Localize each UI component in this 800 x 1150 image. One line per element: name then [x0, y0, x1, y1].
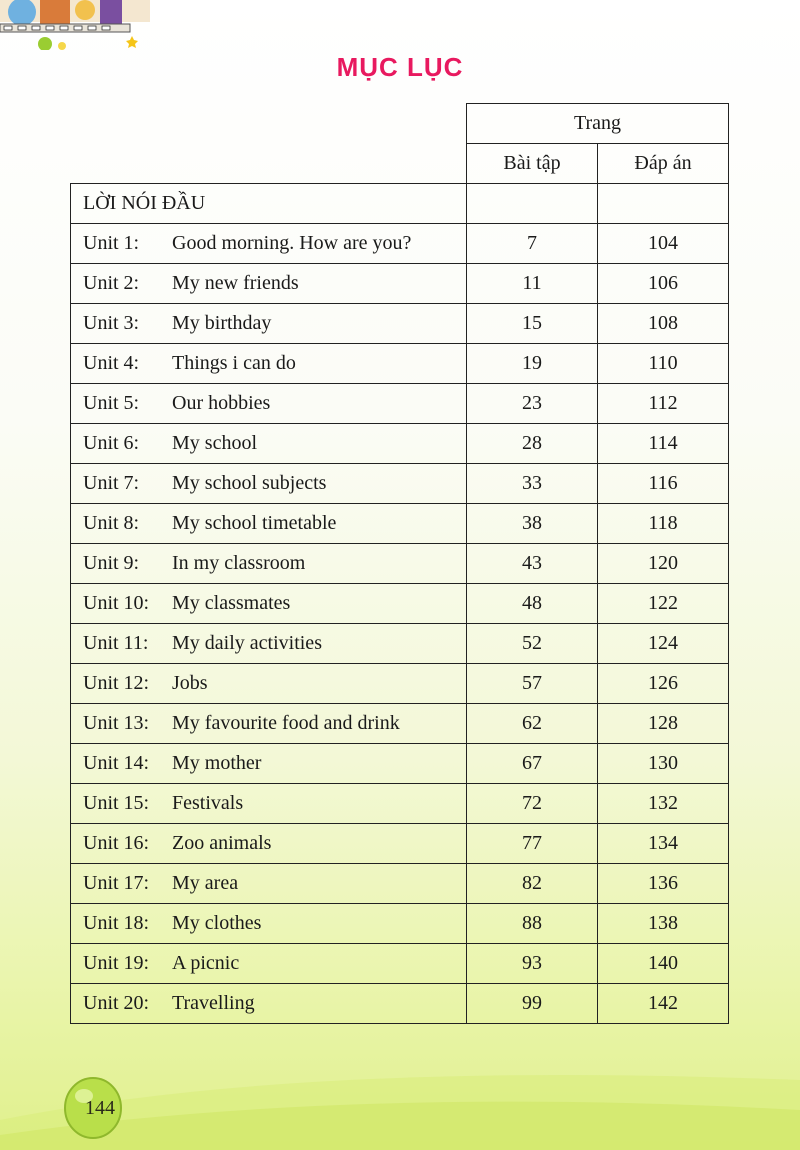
unit-number: Unit 9: [83, 552, 140, 574]
table-row [71, 424, 729, 464]
unit-cell [71, 744, 467, 784]
unit-number: Unit 18: [83, 912, 150, 934]
table-row [71, 264, 729, 304]
answer-page: 108 [598, 304, 729, 344]
unit-cell [71, 384, 467, 424]
unit-cell [71, 824, 467, 864]
answer-page: 106 [598, 264, 729, 304]
answer-page: 104 [598, 224, 729, 264]
preface-row [71, 184, 729, 224]
table-row [71, 464, 729, 504]
table-row [71, 784, 729, 824]
answer-page: 140 [598, 944, 729, 984]
answer-page: 136 [598, 864, 729, 904]
unit-number: Unit 20: [83, 992, 150, 1014]
unit-title: A picnic [172, 952, 240, 974]
answer-page: 134 [598, 824, 729, 864]
exercise-page: 52 [467, 624, 598, 664]
unit-number: Unit 19: [83, 952, 150, 974]
table-row [71, 984, 729, 1024]
exercise-page: 77 [467, 824, 598, 864]
exercise-page: 19 [467, 344, 598, 384]
exercise-page: 72 [467, 784, 598, 824]
exercise-page: 62 [467, 704, 598, 744]
unit-title: Good morning. How are you? [172, 232, 412, 254]
exercise-page: 7 [467, 224, 598, 264]
answer-page: 118 [598, 504, 729, 544]
unit-title: My mother [172, 752, 262, 774]
unit-number: Unit 16: [83, 832, 150, 854]
unit-cell [71, 264, 467, 304]
unit-cell [71, 304, 467, 344]
unit-cell [71, 584, 467, 624]
exercise-page: 11 [467, 264, 598, 304]
table-row [71, 904, 729, 944]
bottom-decoration [0, 1040, 800, 1150]
table-row [71, 544, 729, 584]
page-title: MỤC LỤC [336, 52, 464, 82]
unit-number: Unit 7: [83, 472, 140, 494]
unit-cell [71, 344, 467, 384]
unit-cell [71, 784, 467, 824]
unit-title: My new friends [172, 272, 299, 294]
answer-page: 132 [598, 784, 729, 824]
unit-title: My school timetable [172, 512, 337, 534]
unit-title: My favourite food and drink [172, 712, 400, 734]
table-row [71, 504, 729, 544]
answer-page: 128 [598, 704, 729, 744]
unit-title: My birthday [172, 312, 272, 334]
preface-answers [598, 184, 729, 224]
unit-title: In my classroom [172, 552, 306, 574]
preface-exercises [467, 184, 598, 224]
unit-number: Unit 14: [83, 752, 150, 774]
unit-number: Unit 6: [83, 432, 140, 454]
unit-number: Unit 5: [83, 392, 140, 414]
table-row [71, 944, 729, 984]
table-row [71, 704, 729, 744]
unit-number: Unit 3: [83, 312, 140, 334]
unit-title: My area [172, 872, 239, 894]
header-row-group [71, 104, 729, 144]
unit-title: Things i can do [172, 352, 296, 374]
unit-title: Zoo animals [172, 832, 272, 854]
unit-title: Jobs [172, 672, 208, 694]
table-row [71, 744, 729, 784]
unit-cell [71, 664, 467, 704]
answer-page: 130 [598, 744, 729, 784]
header-spacer [71, 144, 467, 184]
unit-title: Festivals [172, 792, 244, 814]
table-row [71, 624, 729, 664]
answer-page: 116 [598, 464, 729, 504]
page-number: 144 [85, 1097, 115, 1119]
table-of-contents [70, 103, 729, 1024]
answer-page: 124 [598, 624, 729, 664]
unit-number: Unit 13: [83, 712, 150, 734]
exercise-page: 67 [467, 744, 598, 784]
answer-page: 112 [598, 384, 729, 424]
unit-number: Unit 4: [83, 352, 140, 374]
exercise-page: 48 [467, 584, 598, 624]
exercise-page: 33 [467, 464, 598, 504]
unit-cell [71, 504, 467, 544]
unit-cell [71, 944, 467, 984]
unit-number: Unit 12: [83, 672, 150, 694]
exercise-page: 28 [467, 424, 598, 464]
unit-title: My daily activities [172, 632, 322, 654]
table-row [71, 224, 729, 264]
header-exercises: Bài tập [467, 144, 598, 184]
unit-number: Unit 11: [83, 632, 149, 654]
exercise-page: 38 [467, 504, 598, 544]
unit-title: My school subjects [172, 472, 327, 494]
corner-illustration [0, 0, 150, 50]
table-row [71, 384, 729, 424]
unit-number: Unit 17: [83, 872, 150, 894]
table-row [71, 304, 729, 344]
unit-cell [71, 544, 467, 584]
unit-cell [71, 864, 467, 904]
exercise-page: 23 [467, 384, 598, 424]
unit-number: Unit 2: [83, 272, 140, 294]
unit-cell [71, 624, 467, 664]
preface-label: LỜI NÓI ĐẦU [71, 184, 467, 224]
table-row [71, 584, 729, 624]
unit-title: My classmates [172, 592, 291, 614]
header-pages: Trang [467, 104, 729, 144]
exercise-page: 82 [467, 864, 598, 904]
exercise-page: 93 [467, 944, 598, 984]
unit-title: Our hobbies [172, 392, 271, 414]
table-row [71, 824, 729, 864]
header-answers: Đáp án [598, 144, 729, 184]
header-spacer [71, 104, 467, 144]
unit-cell [71, 704, 467, 744]
exercise-page: 15 [467, 304, 598, 344]
table-row [71, 664, 729, 704]
answer-page: 126 [598, 664, 729, 704]
answer-page: 110 [598, 344, 729, 384]
unit-number: Unit 10: [83, 592, 150, 614]
unit-cell [71, 984, 467, 1024]
unit-cell [71, 424, 467, 464]
unit-cell [71, 464, 467, 504]
unit-title: Travelling [172, 992, 255, 1014]
unit-title: My clothes [172, 912, 262, 934]
unit-title: My school [172, 432, 257, 454]
table-row [71, 344, 729, 384]
unit-number: Unit 15: [83, 792, 150, 814]
answer-page: 138 [598, 904, 729, 944]
header-row-columns [71, 144, 729, 184]
unit-cell [71, 224, 467, 264]
exercise-page: 88 [467, 904, 598, 944]
answer-page: 142 [598, 984, 729, 1024]
exercise-page: 43 [467, 544, 598, 584]
unit-number: Unit 1: [83, 232, 140, 254]
unit-cell [71, 904, 467, 944]
exercise-page: 99 [467, 984, 598, 1024]
answer-page: 120 [598, 544, 729, 584]
answer-page: 122 [598, 584, 729, 624]
unit-rows [71, 224, 729, 1024]
answer-page: 114 [598, 424, 729, 464]
table-row [71, 864, 729, 904]
exercise-page: 57 [467, 664, 598, 704]
unit-number: Unit 8: [83, 512, 140, 534]
